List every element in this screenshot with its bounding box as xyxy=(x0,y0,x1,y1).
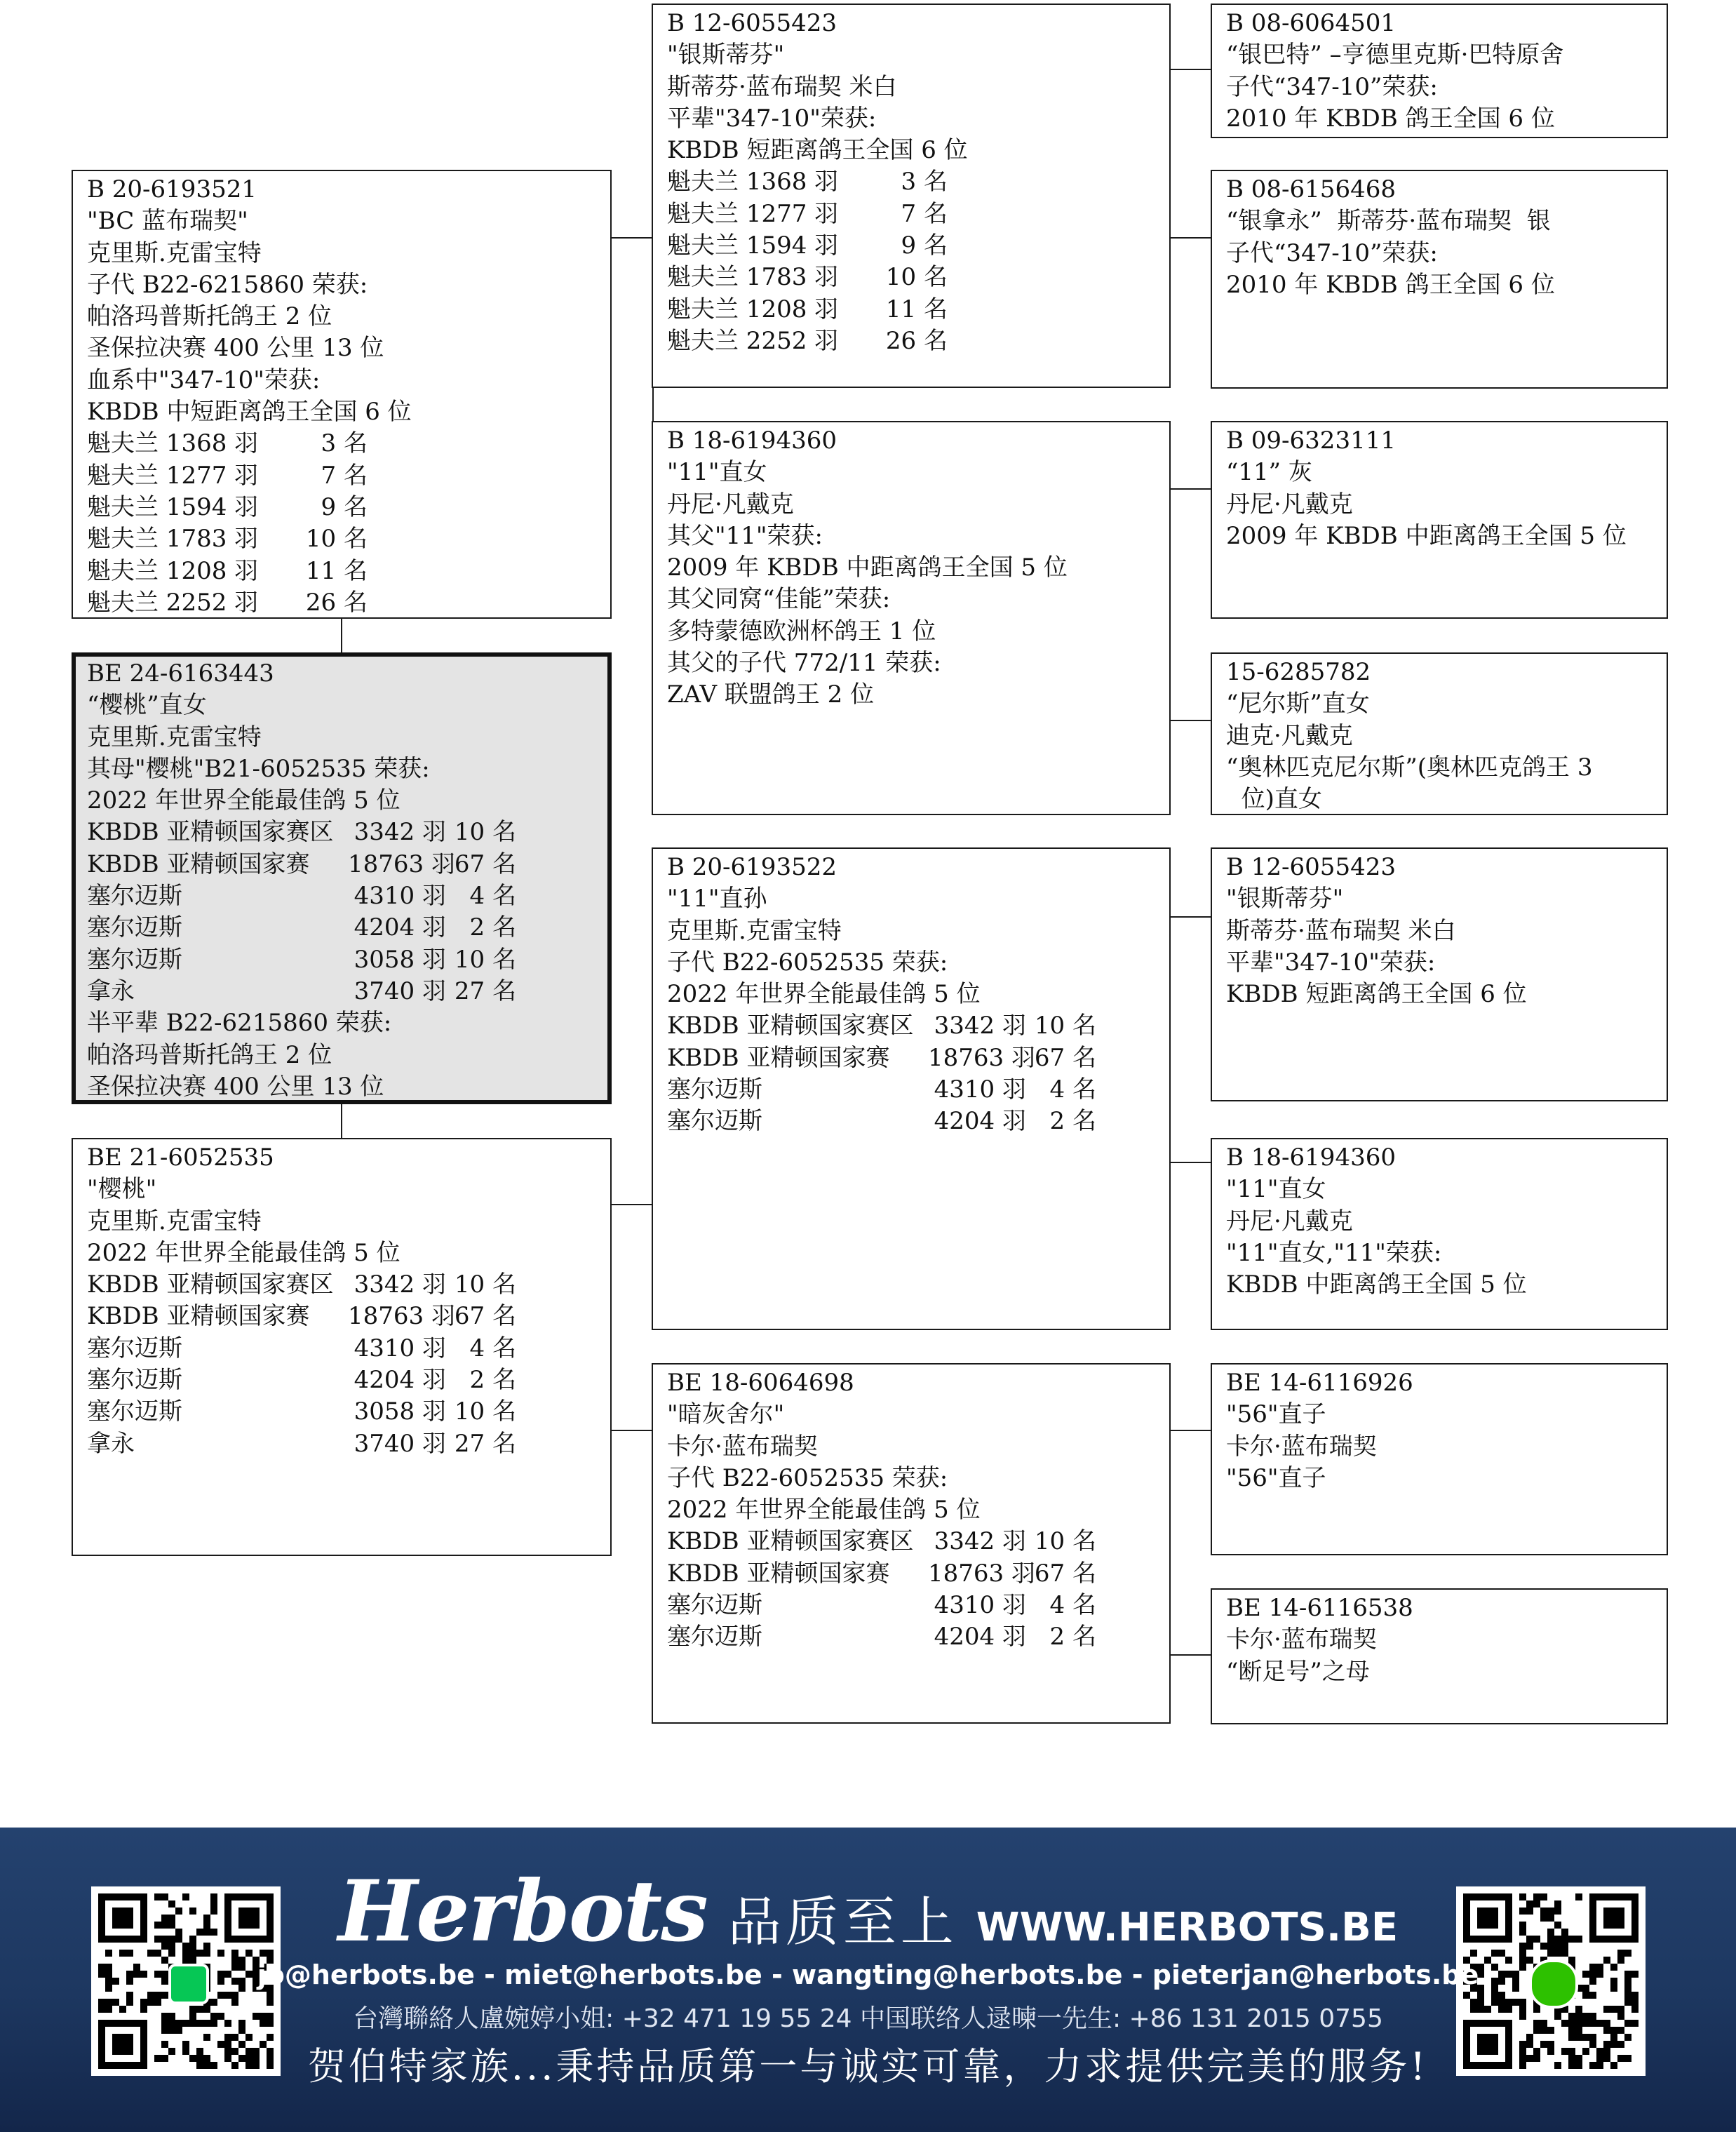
result-cell: 2 名 xyxy=(469,913,516,942)
pedigree-line: 2009 年 KBDB 中距离鸽王全国 5 位 xyxy=(667,554,1068,582)
pedigree-line: KBDB 短距离鸽王全国 6 位 xyxy=(667,136,968,165)
connector xyxy=(610,1430,652,1431)
result-row xyxy=(87,460,596,492)
pedigree-line: 子代 B22-6215860 荣获: xyxy=(87,270,368,299)
result-cell: 魁夫兰 1208 羽 xyxy=(667,295,839,323)
pedigree-line: "11"直女 xyxy=(1226,1175,1326,1204)
connector xyxy=(1169,1654,1211,1656)
result-cell: 10 名 xyxy=(454,818,516,847)
result-cell: 4310 羽 xyxy=(354,882,446,911)
result-cell: 10 名 xyxy=(1034,1012,1096,1040)
pedigree-line: 克里斯.克雷宝特 xyxy=(667,916,842,945)
result-cell: 塞尔迈斯 xyxy=(667,1591,762,1620)
pedigree-line: "BC 蓝布瑞契" xyxy=(87,207,248,236)
pedigree-line: 圣保拉决赛 400 公里 13 位 xyxy=(87,1072,384,1101)
result-row xyxy=(667,326,1155,357)
result-cell: 魁夫兰 1783 羽 xyxy=(667,263,839,292)
result-cell: 4310 羽 xyxy=(934,1075,1026,1104)
result-cell: 2 名 xyxy=(1049,1107,1096,1136)
pedigree-line: "11"直女 xyxy=(667,458,767,487)
website-link[interactable]: WWW.HERBOTS.BE xyxy=(976,1905,1399,1950)
result-cell: 3058 羽 xyxy=(354,945,446,974)
contact-line: 台灣聯絡人盧婉婷小姐: +32 471 19 55 24 中国联络人逯暕一先生: +86 131 2015 0755 xyxy=(353,2004,1383,2033)
pedigree-line: 平辈"347-10"荣获: xyxy=(667,104,877,133)
result-row xyxy=(667,1106,1155,1137)
result-cell: KBDB 亚精顿国家赛区 xyxy=(87,1271,334,1299)
result-row xyxy=(87,849,596,880)
slogan: 品质至上 xyxy=(727,1891,958,1953)
pedigree-line: "11"直孙 xyxy=(667,885,767,913)
result-cell: KBDB 亚精顿国家赛 xyxy=(667,1043,890,1072)
result-row xyxy=(667,1526,1155,1557)
brand-line xyxy=(0,1862,1736,1970)
result-cell: KBDB 亚精顿国家赛区 xyxy=(667,1527,914,1556)
result-row xyxy=(87,492,596,523)
pedigree-line: 其父同窝“佳能”荣获: xyxy=(667,585,891,614)
result-cell: 塞尔迈斯 xyxy=(87,1366,182,1395)
pedigree-line: 2010 年 KBDB 鸽王全国 6 位 xyxy=(1226,270,1555,299)
result-cell: 塞尔迈斯 xyxy=(87,1397,182,1426)
pedigree-line: “断足号”之母 xyxy=(1226,1657,1370,1686)
result-cell: 9 名 xyxy=(901,232,948,260)
result-cell: 4204 羽 xyxy=(934,1623,1026,1651)
connector xyxy=(1169,488,1211,490)
result-cell: 3 名 xyxy=(901,168,948,196)
pedigree-line: “银拿永” 斯蒂芬·蓝布瑞契 银 xyxy=(1226,207,1551,236)
great-grandparent-box-4 xyxy=(1211,652,1668,815)
pedigree-line: 2009 年 KBDB 中距离鸽王全国 5 位 xyxy=(1226,521,1627,550)
pedigree-line: B 08-6156468 xyxy=(1226,175,1396,203)
result-cell: 27 名 xyxy=(454,977,516,1005)
result-cell: 10 名 xyxy=(454,1397,516,1426)
pedigree-line: 克里斯.克雷宝特 xyxy=(87,723,262,751)
result-cell: 11 名 xyxy=(885,295,948,323)
result-row xyxy=(667,1558,1155,1590)
pedigree-line: 血系中"347-10"荣获: xyxy=(87,366,321,394)
pedigree-line: 子代 B22-6052535 荣获: xyxy=(667,948,948,977)
pedigree-line: BE 24-6163443 xyxy=(87,659,274,688)
result-cell: 67 名 xyxy=(1034,1559,1096,1588)
result-cell: 4204 羽 xyxy=(354,913,446,942)
result-cell: 塞尔迈斯 xyxy=(87,882,182,911)
pedigree-line: 子代“347-10”荣获: xyxy=(1226,239,1438,267)
sire-box xyxy=(72,170,612,619)
result-row xyxy=(667,166,1155,198)
motto: 贺伯特家族...秉持品质第一与诚实可靠，力求提供完美的服务! xyxy=(307,2044,1429,2089)
result-cell: 4204 羽 xyxy=(354,1366,446,1395)
footer-band xyxy=(0,1828,1736,2132)
pedigree-line: 丹尼·凡戴克 xyxy=(667,490,794,518)
pedigree-line: 克里斯.克雷宝特 xyxy=(87,239,262,267)
pedigree-line: B 18-6194360 xyxy=(667,427,837,455)
result-cell: 塞尔迈斯 xyxy=(667,1623,762,1651)
result-cell: 27 名 xyxy=(454,1429,516,1458)
result-cell: 18763 羽 xyxy=(928,1559,1035,1588)
result-cell: KBDB 亚精顿国家赛 xyxy=(87,1302,310,1331)
pedigree-line: B 09-6323111 xyxy=(1226,427,1396,455)
result-cell: 10 名 xyxy=(454,1271,516,1299)
pedigree-line: 卡尔·蓝布瑞契 xyxy=(667,1432,818,1461)
result-row xyxy=(87,587,596,619)
pedigree-line: 帕洛玛普斯托鸽王 2 位 xyxy=(87,302,332,331)
result-row xyxy=(87,912,596,944)
great-grandparent-box-7 xyxy=(1211,1363,1668,1555)
great-grandparent-box-2 xyxy=(1211,170,1668,389)
result-cell: 10 名 xyxy=(1034,1527,1096,1556)
result-cell: 魁夫兰 1368 羽 xyxy=(667,168,839,196)
result-cell: 7 名 xyxy=(321,461,368,490)
pedigree-line: 卡尔·蓝布瑞契 xyxy=(1226,1625,1377,1654)
result-cell: 18763 羽 xyxy=(348,850,455,878)
connector xyxy=(341,617,342,655)
pedigree-line: 子代 B22-6052535 荣获: xyxy=(667,1463,948,1492)
great-grandparent-box-1 xyxy=(1211,4,1668,138)
connector xyxy=(1169,1430,1211,1431)
pedigree-line: KBDB 中短距离鸽王全国 6 位 xyxy=(87,398,412,427)
result-row xyxy=(667,262,1155,293)
result-cell: 塞尔迈斯 xyxy=(87,913,182,942)
pedigree-line: 其父"11"荣获: xyxy=(667,521,823,550)
result-cell: 3 名 xyxy=(321,429,368,458)
result-row xyxy=(87,944,596,976)
pedigree-line: B 08-6064501 xyxy=(1226,9,1396,37)
result-row xyxy=(87,1301,596,1332)
grandsire-maternal-box xyxy=(652,847,1171,1330)
result-cell: KBDB 亚精顿国家赛 xyxy=(87,850,310,878)
result-cell: 魁夫兰 2252 羽 xyxy=(667,326,839,355)
result-row xyxy=(87,523,596,555)
result-row xyxy=(87,556,596,587)
result-cell: 魁夫兰 1277 羽 xyxy=(667,199,839,228)
result-cell: 11 名 xyxy=(305,556,368,585)
result-cell: 4 名 xyxy=(469,1334,516,1362)
result-row xyxy=(87,1269,596,1301)
pedigree-line: 丹尼·凡戴克 xyxy=(1226,1207,1353,1235)
result-cell: 18763 羽 xyxy=(928,1043,1035,1072)
pedigree-line: “银巴特” –亨德里克斯·巴特原舍 xyxy=(1226,41,1564,69)
result-cell: 67 名 xyxy=(454,1302,516,1331)
result-cell: 魁夫兰 1783 羽 xyxy=(87,525,259,554)
grandsire-paternal-box xyxy=(652,4,1171,388)
result-cell: 4 名 xyxy=(469,882,516,911)
pedigree-line: “奥林匹克尼尔斯”(奥林匹克鸽王 3 xyxy=(1226,753,1593,782)
pedigree-line: 迪克·凡戴克 xyxy=(1226,721,1353,750)
subject-box xyxy=(72,652,612,1104)
result-row xyxy=(87,428,596,460)
result-row xyxy=(87,1428,596,1460)
great-grandparent-box-6 xyxy=(1211,1138,1668,1330)
great-grandparent-box-5 xyxy=(1211,847,1668,1101)
pedigree-line: BE 14-6116538 xyxy=(1226,1594,1413,1622)
result-cell: 魁夫兰 1277 羽 xyxy=(87,461,259,490)
pedigree-line: 斯蒂芬·蓝布瑞契 米白 xyxy=(1226,916,1456,945)
result-cell: 10 名 xyxy=(454,945,516,974)
result-cell: 26 名 xyxy=(885,326,948,355)
result-cell: 3342 羽 xyxy=(354,818,446,847)
result-cell: 26 名 xyxy=(305,588,368,617)
pedigree-line: 2010 年 KBDB 鸽王全国 6 位 xyxy=(1226,104,1555,133)
pedigree-line: "56"直子 xyxy=(1226,1463,1326,1492)
granddam-maternal-box xyxy=(652,1363,1171,1724)
pedigree-line: 2022 年世界全能最佳鸽 5 位 xyxy=(87,1238,401,1267)
result-cell: 67 名 xyxy=(1034,1043,1096,1072)
connector xyxy=(1169,1162,1211,1163)
pedigree-line: BE 18-6064698 xyxy=(667,1369,854,1397)
pedigree-line: B 20-6193521 xyxy=(87,175,257,203)
result-cell: KBDB 亚精顿国家赛 xyxy=(667,1559,890,1588)
pedigree-line: "樱桃" xyxy=(87,1175,157,1204)
email-list[interactable]: jo@herbots.be - miet@herbots.be - wangting@herbots.be - pieterjan@herbots.be xyxy=(257,1959,1479,1990)
pedigree-line: 2022 年世界全能最佳鸽 5 位 xyxy=(87,786,401,815)
pedigree-line: "银斯蒂芬" xyxy=(667,41,785,69)
pedigree-line: 丹尼·凡戴克 xyxy=(1226,490,1353,518)
result-cell: 3740 羽 xyxy=(354,1429,446,1458)
result-cell: 魁夫兰 1208 羽 xyxy=(87,556,259,585)
connector xyxy=(610,237,652,239)
great-grandparent-box-3 xyxy=(1211,421,1668,619)
pedigree-line: “11” 灰 xyxy=(1226,458,1312,487)
pedigree-line: 子代“347-10”荣获: xyxy=(1226,72,1438,101)
result-cell: 魁夫兰 1368 羽 xyxy=(87,429,259,458)
pedigree-line: KBDB 中距离鸽王全国 5 位 xyxy=(1226,1271,1527,1299)
pedigree-line: 帕洛玛普斯托鸽王 2 位 xyxy=(87,1040,332,1069)
result-cell: 拿永 xyxy=(87,1429,135,1458)
result-row xyxy=(667,294,1155,326)
result-cell: 塞尔迈斯 xyxy=(667,1075,762,1104)
result-row xyxy=(667,199,1155,230)
result-cell: KBDB 亚精顿国家赛区 xyxy=(87,818,334,847)
pedigree-line: "银斯蒂芬" xyxy=(1226,885,1344,913)
connector xyxy=(1169,237,1211,239)
great-grandparent-box-8 xyxy=(1211,1588,1668,1724)
result-cell: 4310 羽 xyxy=(934,1591,1026,1620)
result-row xyxy=(87,976,596,1007)
result-cell: 塞尔迈斯 xyxy=(667,1107,762,1136)
pedigree-line: “尼尔斯”直女 xyxy=(1226,690,1370,718)
pedigree-line: BE 21-6052535 xyxy=(87,1144,274,1172)
result-row xyxy=(667,1042,1155,1074)
herbots-logo: Herbots xyxy=(337,1862,707,1961)
result-cell: 3342 羽 xyxy=(934,1012,1026,1040)
result-cell: 7 名 xyxy=(901,199,948,228)
pedigree-line: "56"直子 xyxy=(1226,1400,1326,1429)
result-row xyxy=(87,817,596,848)
result-cell: 2 名 xyxy=(1049,1623,1096,1651)
result-cell: 塞尔迈斯 xyxy=(87,945,182,974)
result-row xyxy=(87,880,596,912)
pedigree-line: 卡尔·蓝布瑞契 xyxy=(1226,1432,1377,1461)
result-cell: 9 名 xyxy=(321,492,368,521)
connector xyxy=(610,1204,652,1205)
pedigree-line: "11"直女,"11"荣获: xyxy=(1226,1238,1442,1267)
result-row xyxy=(667,1621,1155,1653)
pedigree-line: BE 14-6116926 xyxy=(1226,1369,1413,1397)
result-cell: 塞尔迈斯 xyxy=(87,1334,182,1362)
result-cell: 3740 羽 xyxy=(354,977,446,1005)
result-row xyxy=(87,1396,596,1428)
result-cell: 拿永 xyxy=(87,977,135,1005)
pedigree-line: B 18-6194360 xyxy=(1226,1144,1396,1172)
pedigree-line: 圣保拉决赛 400 公里 13 位 xyxy=(87,334,384,363)
result-cell: 18763 羽 xyxy=(348,1302,455,1331)
connector xyxy=(341,1103,342,1138)
pedigree-line: B 12-6055423 xyxy=(667,9,837,37)
pedigree-line: "暗灰舍尔" xyxy=(667,1400,785,1429)
result-row xyxy=(667,1590,1155,1621)
pedigree-line: 克里斯.克雷宝特 xyxy=(87,1207,262,1235)
pedigree-line: “樱桃”直女 xyxy=(87,691,207,720)
result-cell: 3058 羽 xyxy=(354,1397,446,1426)
pedigree-line: B 20-6193522 xyxy=(667,853,837,881)
connector xyxy=(1169,916,1211,918)
result-cell: 4 名 xyxy=(1049,1591,1096,1620)
result-cell: 67 名 xyxy=(454,850,516,878)
pedigree-line: ZAV 联盟鸽王 2 位 xyxy=(667,681,875,709)
pedigree-line: KBDB 短距离鸽王全国 6 位 xyxy=(1226,980,1527,1009)
result-cell: 4204 羽 xyxy=(934,1107,1026,1136)
pedigree-line: 2022 年世界全能最佳鸽 5 位 xyxy=(667,980,981,1009)
pedigree-line: 平辈"347-10"荣获: xyxy=(1226,948,1436,977)
result-row xyxy=(667,1010,1155,1042)
pedigree-line: 15-6285782 xyxy=(1226,658,1371,686)
result-cell: 4310 羽 xyxy=(354,1334,446,1362)
connector xyxy=(1169,720,1211,721)
result-row xyxy=(667,230,1155,262)
pedigree-line: B 12-6055423 xyxy=(1226,853,1396,881)
pedigree-line: 其母"樱桃"B21-6052535 荣获: xyxy=(87,754,430,783)
granddam-paternal-box xyxy=(652,421,1171,815)
result-cell: 3342 羽 xyxy=(934,1527,1026,1556)
result-cell: 10 名 xyxy=(885,263,948,292)
result-row xyxy=(87,1365,596,1396)
result-cell: 魁夫兰 1594 羽 xyxy=(667,232,839,260)
result-row xyxy=(667,1074,1155,1106)
pedigree-line: 多特蒙德欧洲杯鸽王 1 位 xyxy=(667,617,936,645)
pedigree-line: 半平辈 B22-6215860 荣获: xyxy=(87,1009,392,1038)
dam-box xyxy=(72,1138,612,1556)
result-cell: 10 名 xyxy=(305,525,368,554)
result-cell: 魁夫兰 2252 羽 xyxy=(87,588,259,617)
result-cell: 2 名 xyxy=(469,1366,516,1395)
connector xyxy=(1169,69,1211,70)
result-cell: 3342 羽 xyxy=(354,1271,446,1299)
pedigree-line: 2022 年世界全能最佳鸽 5 位 xyxy=(667,1496,981,1524)
result-cell: 4 名 xyxy=(1049,1075,1096,1104)
result-cell: 魁夫兰 1594 羽 xyxy=(87,492,259,521)
pedigree-line: 其父的子代 772/11 荣获: xyxy=(667,649,941,678)
result-row xyxy=(87,1333,596,1365)
pedigree-line: 斯蒂芬·蓝布瑞契 米白 xyxy=(667,72,897,101)
result-cell: KBDB 亚精顿国家赛区 xyxy=(667,1012,914,1040)
pedigree-line: 位)直女 xyxy=(1226,785,1322,814)
